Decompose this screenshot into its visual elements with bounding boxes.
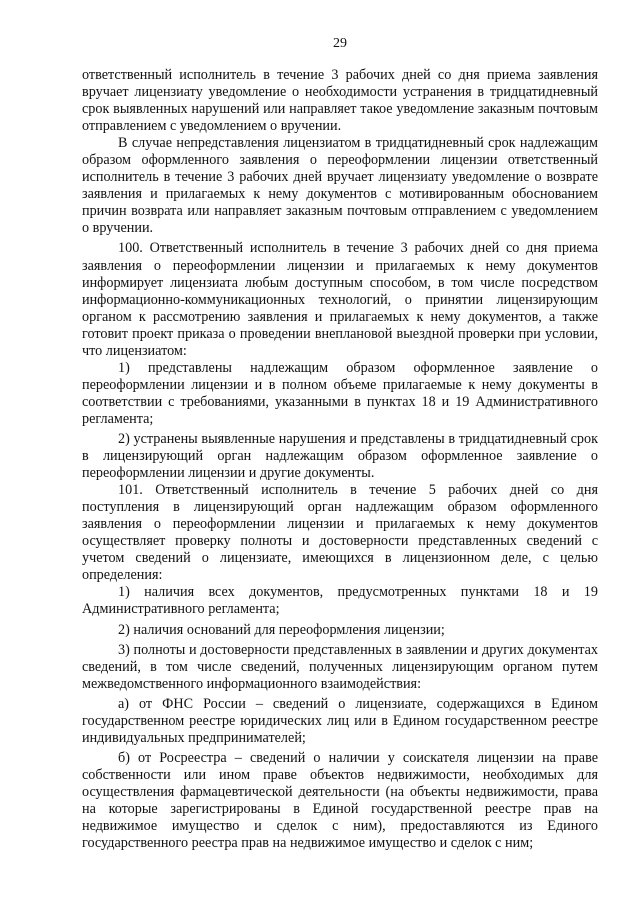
paragraph-101-item-3a: а) от ФНС России – сведений о лицензиате, содержащихся в Едином государственном реестре юридических лиц или в Едином государственном реестре индивидуальных предпринимателей; <box>82 695 598 746</box>
paragraph-return-notice: В случае непредставления лицензиатом в тридцатидневный срок надлежащим образом оформленного заявления о переоформлении лицензии ответственный исполнитель в течение 3 рабочих дней вручает лицензиату уведомление о возврате заявления и прилагаемых к нему документов с мотивированным обоснованием причин возврата или направляет заказным почтовым отправлением с уведомлением о вручении. <box>82 135 598 237</box>
paragraph-101-item-3: 3) полноты и достоверности представленных в заявлении и других документах сведений, в том числе сведений, полученных лицензирующим органом путем межведомственного информационного взаимодействия: <box>82 641 598 692</box>
paragraph-101-item-1: 1) наличия всех документов, предусмотренных пунктами 18 и 19 Административного регламента; <box>82 584 598 618</box>
paragraph-101-item-3b: б) от Росреестра – сведений о наличии у соискателя лицензии на праве собственности или ином праве объектов недвижимости, необходимых для осуществления фармацевтической деятельности (на объекты недвижимости, права на которые зарегистрированы в Единой государственной реестре прав на недвижимое имущество и сделок с ним), предоставляются из Единого государственного реестра прав на недвижимое имущество и сделок с ним; <box>82 749 598 852</box>
paragraph-100: 100. Ответственный исполнитель в течение 3 рабочих дней со дня приема заявления о переоформлении лицензии и прилагаемых к нему документов информирует лицензиата любым доступным способом, в том числе посредством информационно-коммуникационных технологий, о принятии лицензирующим органом к рассмотрению заявления и прилагаемых к нему документов, а также готовит проект приказа о проведении внеплановой выездной проверки при условии, что лицензиатом: <box>82 240 598 359</box>
page-number: 29 <box>333 36 347 51</box>
paragraph-100-item-2: 2) устранены выявленные нарушения и представлены в тридцатидневный срок в лицензирующий орган надлежащим образом оформленное заявление о переоформлении лицензии и другие документы. <box>82 430 598 482</box>
paragraph-101-item-2: 2) наличия оснований для переоформления лицензии; <box>118 621 445 638</box>
paragraph-100-item-1: 1) представлены надлежащим образом оформленное заявление о переоформлении лицензии и в полном объеме прилагаемые к нему документы в соответствии с требованиями, указанными в пунктах 18 и 19 Административного регламента; <box>82 359 598 427</box>
paragraph-continuation: ответственный исполнитель в течение 3 рабочих дней со дня приема заявления вручает лицензиату уведомление о необходимости устранения в тридцатидневный срок выявленных нарушений или направляет такое уведомление заказным почтовым отправлением с уведомлением о вручении. <box>82 67 598 135</box>
paragraph-101: 101. Ответственный исполнитель в течение 5 рабочих дней со дня поступления в лицензирующий орган надлежащим образом оформленного заявления о переоформлении лицензии и прилагаемых к нему документов осуществляет проверку полноты и достоверности представленных сведений с учетом сведений о лицензиате, имеющихся в лицензионном деле, с целью определения: <box>82 482 598 584</box>
